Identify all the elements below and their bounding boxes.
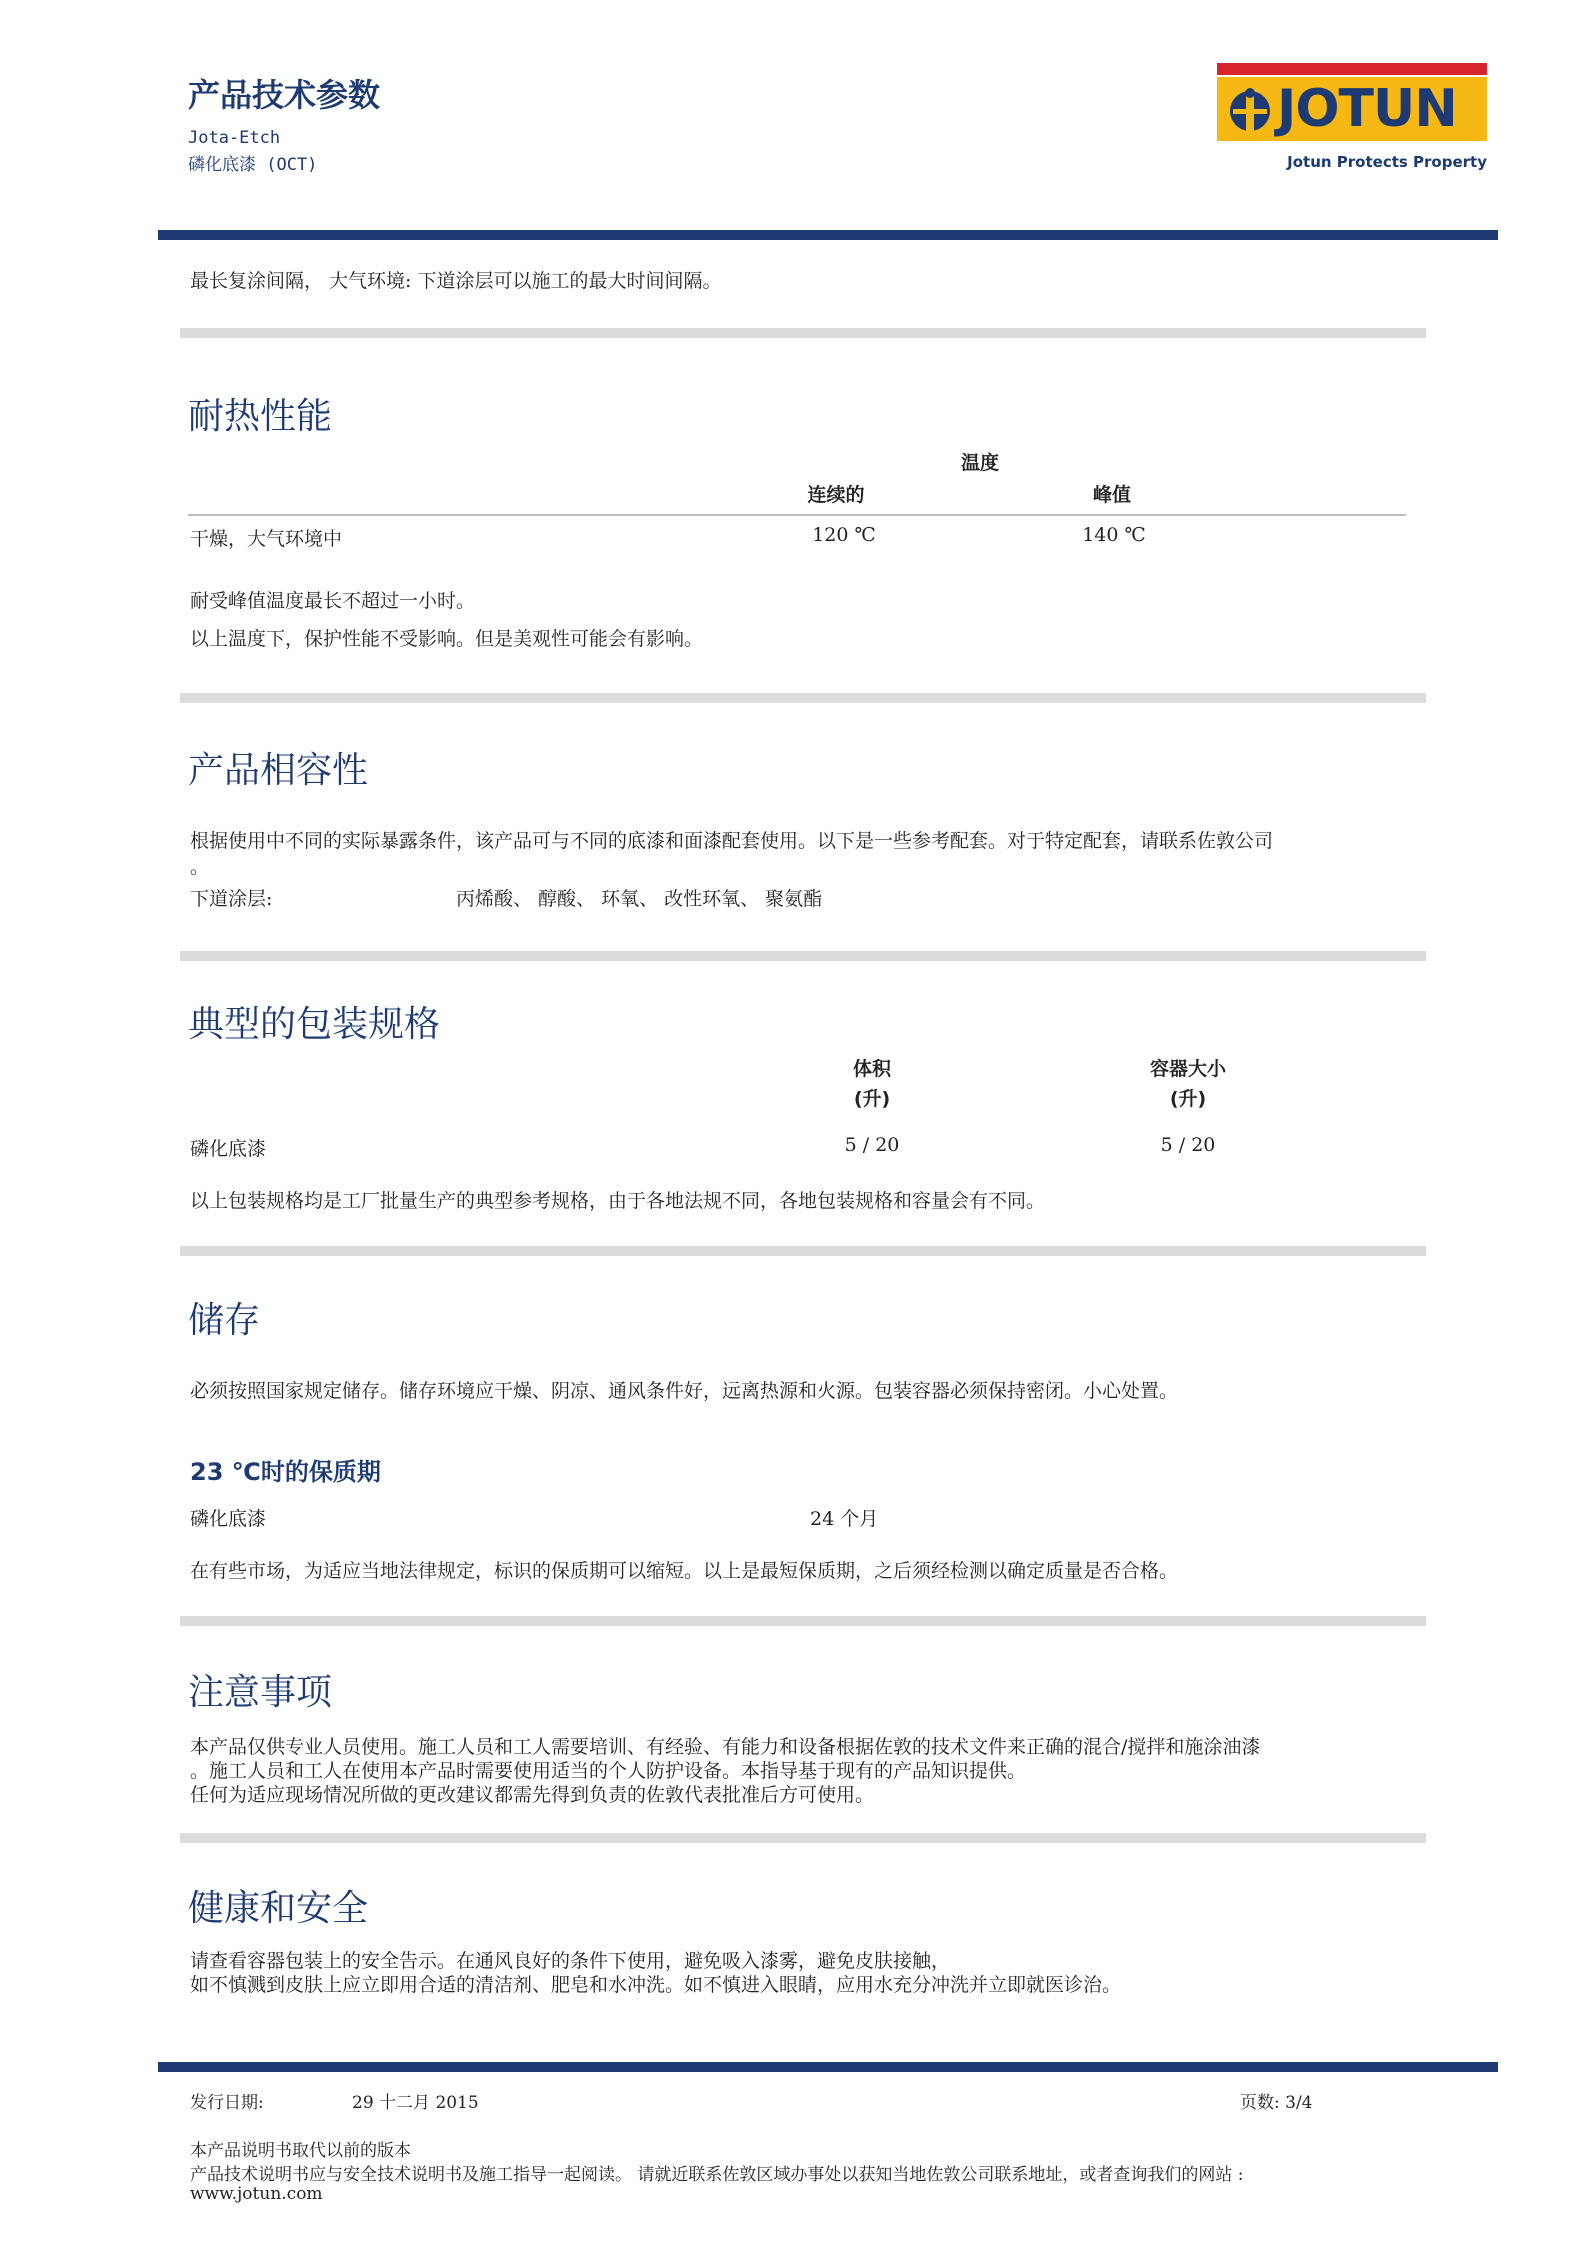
section-divider	[180, 1616, 1426, 1626]
product-name: Jota-Etch	[188, 128, 281, 148]
logo-wordmark: JOTUN	[1277, 79, 1457, 139]
topcoat-label: 下道涂层:	[190, 888, 273, 910]
col-peak: 峰值	[1092, 484, 1132, 506]
section-divider	[180, 951, 1426, 961]
shelf-life-note: 在有些市场，为适应当地法律规定，标识的保质期可以缩短。以上是最短保质期，之后须经检测以确定质量是否合格。	[190, 1560, 1179, 1582]
compatibility-text-2: 。	[190, 856, 210, 878]
heat-row-peak: 140 ℃	[1082, 524, 1146, 546]
issue-date: 29 十二月 2015	[352, 2093, 479, 2113]
logo-tagline: Jotun Protects Property	[1287, 153, 1487, 171]
doc-title: 产品技术参数	[188, 76, 381, 114]
health-safety-line-1: 请查看容器包装上的安全告示。在通风良好的条件下使用，避免吸入漆雾，避免皮肤接触，	[190, 1950, 951, 1972]
section-divider	[180, 1833, 1426, 1843]
caution-line-3: 任何为适应现场情况所做的更改建议都需先得到负责的佐敦代表批准后方可使用。	[190, 1784, 875, 1806]
section-divider	[180, 693, 1426, 703]
logo-red-bar	[1217, 63, 1487, 75]
packaging-row-label: 磷化底漆	[190, 1138, 267, 1160]
storage-text: 必须按照国家规定储存。储存环境应干燥、阴凉、通风条件好，远离热源和火源。包装容器必须保持密闭。小心处置。	[190, 1380, 1179, 1402]
caution-title: 注意事项	[188, 1672, 333, 1713]
section-divider	[180, 1246, 1426, 1256]
page-number: 页数: 3/4	[1240, 2093, 1313, 2113]
col-continuous: 连续的	[807, 484, 865, 506]
intro-line: 最长复涂间隔， 大气环境: 下道涂层可以施工的最大时间间隔。	[190, 270, 722, 292]
product-subtitle: 磷化底漆 (OCT)	[188, 155, 318, 175]
table-header-line	[188, 514, 1406, 516]
shelf-life-title: 23 ℃时的保质期	[190, 1458, 381, 1486]
topcoat-value: 丙烯酸、 醇酸、 环氧、 改性环氧、 聚氨酯	[456, 888, 823, 910]
section-divider	[180, 328, 1426, 338]
heat-row-continuous: 120 ℃	[812, 524, 876, 546]
jotun-logo	[1217, 63, 1487, 178]
health-safety-line-2: 如不慎溅到皮肤上应立即用合适的清洁剂、肥皂和水冲洗。如不慎进入眼睛，应用水充分冲洗并立即就医诊治。	[190, 1974, 1122, 1996]
website-link[interactable]: www.jotun.com	[190, 2184, 323, 2204]
packaging-row-container: 5 / 20	[1160, 1134, 1216, 1156]
heat-row-label: 干燥，大气环境中	[190, 528, 343, 550]
read-with-note: 产品技术说明书应与安全技术说明书及施工指导一起阅读。 请就近联系佐敦区域办事处以获知当地佐敦公司联系地址，或者查询我们的网站 :	[190, 2165, 1244, 2185]
health-safety-title: 健康和安全	[188, 1888, 369, 1929]
packaging-row-volume: 5 / 20	[844, 1134, 900, 1156]
compatibility-text-1: 根据使用中不同的实际暴露条件，该产品可与不同的底漆和面漆配套使用。以下是一些参考配套。对于特定配套，请联系佐敦公司	[190, 830, 1274, 852]
issue-date-label: 发行日期:	[190, 2093, 264, 2113]
col-volume: 体积	[852, 1058, 892, 1080]
packaging-title: 典型的包装规格	[188, 1004, 441, 1045]
col-volume-unit: (升)	[853, 1088, 891, 1110]
storage-title: 储存	[188, 1300, 261, 1341]
temperature-group-header: 温度	[960, 452, 1000, 474]
shelf-life-value: 24 个月	[810, 1508, 879, 1530]
footer-divider	[158, 2062, 1498, 2072]
heat-note-1: 耐受峰值温度最长不超过一小时。	[190, 590, 476, 612]
col-container: 容器大小	[1149, 1058, 1227, 1080]
logo-emblem-icon	[1225, 83, 1275, 135]
header-divider	[158, 230, 1498, 240]
col-container-unit: (升)	[1169, 1088, 1207, 1110]
heat-resistance-title: 耐热性能	[188, 396, 333, 437]
supersede-note: 本产品说明书取代以前的版本	[190, 2141, 411, 2161]
caution-line-1: 本产品仅供专业人员使用。施工人员和工人需要培训、有经验、有能力和设备根据佐敦的技术文件来正确的混合/搅拌和施涂油漆	[190, 1736, 1261, 1758]
heat-note-2: 以上温度下，保护性能不受影响。但是美观性可能会有影响。	[190, 628, 704, 650]
shelf-life-label: 磷化底漆	[190, 1508, 267, 1530]
caution-line-2: 。施工人员和工人在使用本产品时需要使用适当的个人防护设备。本指导基于现有的产品知识提供。	[190, 1760, 1027, 1782]
compatibility-title: 产品相容性	[188, 750, 369, 791]
packaging-note: 以上包装规格均是工厂批量生产的典型参考规格，由于各地法规不同，各地包装规格和容量会有不同。	[190, 1190, 1046, 1212]
